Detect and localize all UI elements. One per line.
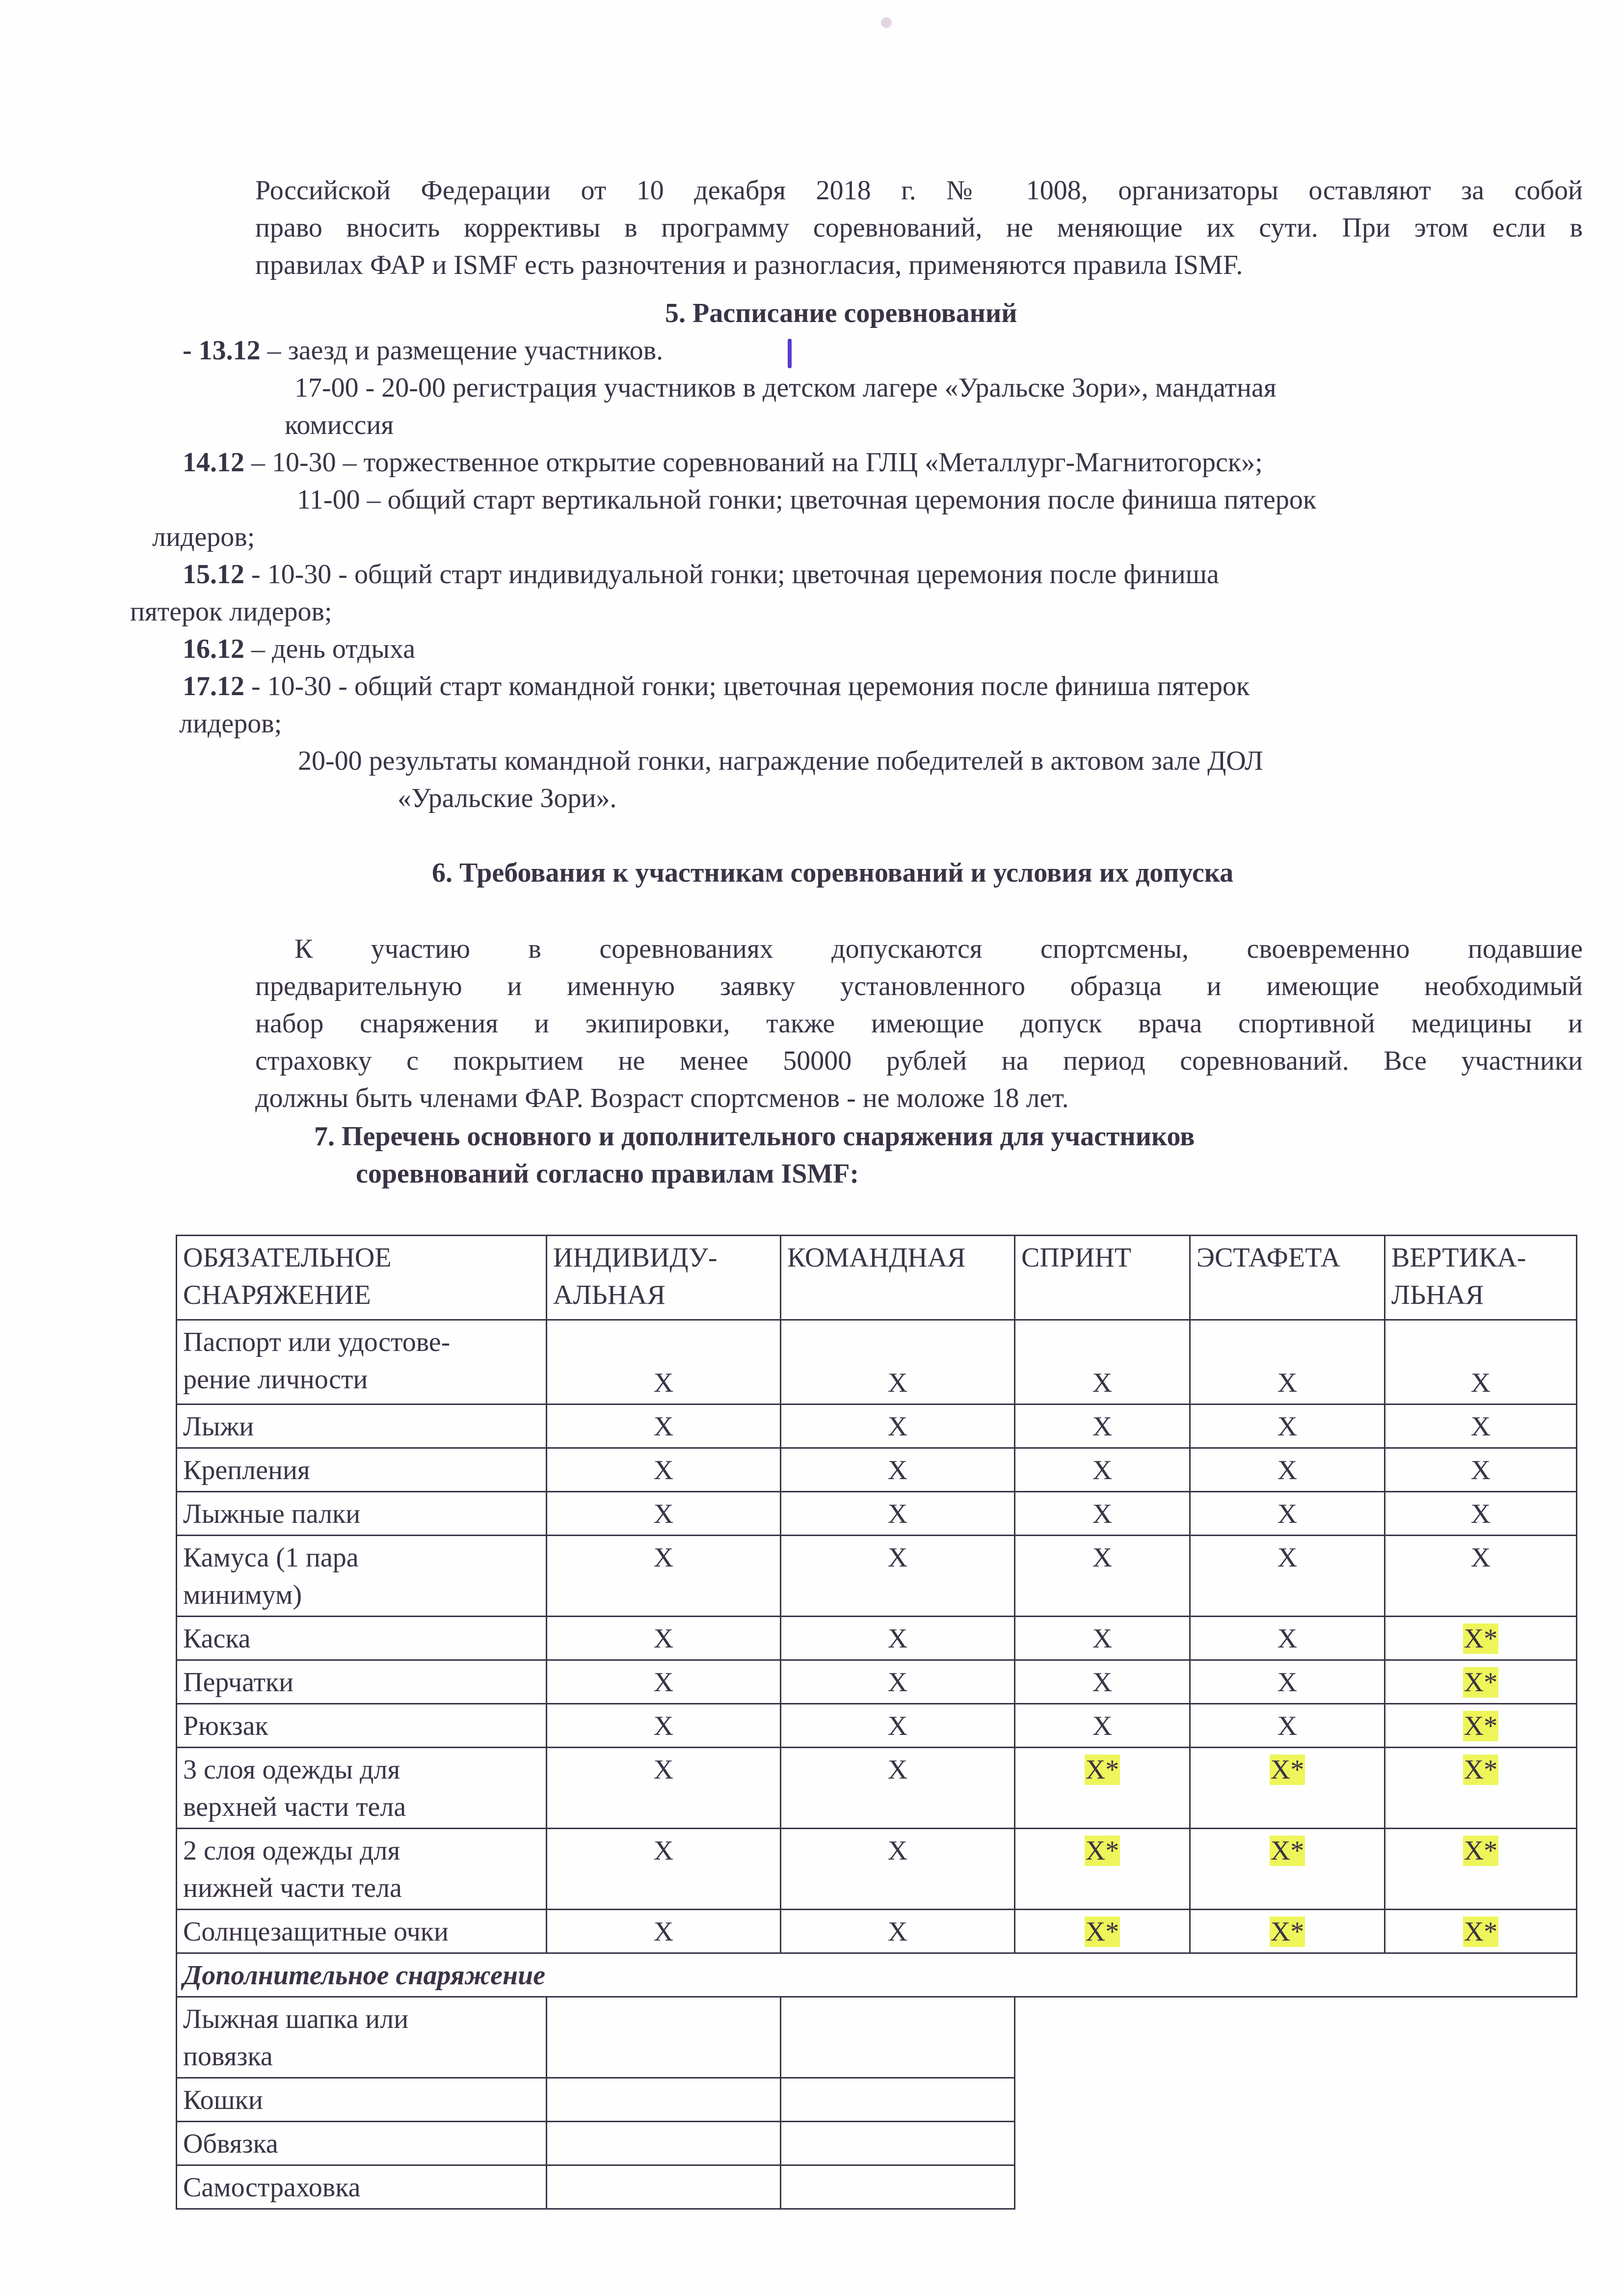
schedule-date: 16.12: [183, 634, 244, 664]
item-line: нижней части тела: [183, 1873, 402, 1903]
mark: X: [1470, 1455, 1491, 1486]
mark-cell: [547, 1748, 781, 1829]
table-row: [177, 1910, 1577, 1953]
empty-cell: [547, 1997, 781, 2078]
optional-row: [177, 1997, 1577, 2078]
header-cell: [177, 1236, 547, 1320]
empty-cell: [547, 2165, 781, 2209]
item-cell: [177, 2078, 547, 2122]
optional-row: [177, 2165, 1577, 2209]
mark-cell: [1190, 1320, 1385, 1405]
mark-cell: [1190, 1405, 1385, 1448]
highlighted-mark: X*: [1085, 1917, 1119, 1947]
mark-cell: [547, 1829, 781, 1910]
mark-cell: [781, 1320, 1015, 1405]
mark-cell: [1385, 1829, 1577, 1910]
schedule-text: - 10-30 - общий старт индивидуальной гонки; цветочная церемония после финиша: [244, 559, 1219, 590]
mark-cell: [1190, 1910, 1385, 1953]
highlighted-mark: X*: [1463, 1623, 1498, 1654]
highlighted-mark: X*: [1463, 1917, 1498, 1947]
header-line: КОМАНДНАЯ: [787, 1243, 966, 1273]
mark-cell: [1015, 1910, 1190, 1953]
schedule-text: – 10-30 – торжественное открытие соревнований на ГЛЦ «Металлург-Магнитогорск»;: [244, 447, 1263, 478]
paragraph-line: должны быть членами ФАР. Возраст спортсменов - не моложе 18 лет.: [255, 1083, 1069, 1113]
item-cell: [177, 1997, 547, 2078]
mark-cell: [1190, 1617, 1385, 1660]
header-cell: [547, 1236, 781, 1320]
mark-cell: [781, 1405, 1015, 1448]
mark: X: [1470, 1411, 1491, 1442]
mark-cell: [1190, 1748, 1385, 1829]
mark-cell: [1015, 1617, 1190, 1660]
item-line: Паспорт или удостове-: [183, 1327, 451, 1357]
table-row: [177, 1829, 1577, 1910]
mark-cell: [1385, 1704, 1577, 1748]
mark: X: [1277, 1455, 1298, 1486]
optional-row: [177, 2078, 1577, 2122]
item-line: Лыжные палки: [183, 1499, 361, 1529]
optional-row: [177, 2122, 1577, 2165]
mark-cell: [1190, 1448, 1385, 1492]
mark-cell: [1385, 1660, 1577, 1704]
item-cell: [177, 1320, 547, 1405]
empty-cell: [781, 2122, 1015, 2165]
schedule-text: – заезд и размещение участников.: [260, 335, 664, 366]
table-row: [177, 1704, 1577, 1748]
mark-cell: [1385, 1405, 1577, 1448]
item-cell: [177, 1704, 547, 1748]
mark: X: [887, 1711, 908, 1741]
schedule-sub: 17-00 - 20-00 регистрация участников в детском лагере «Уральске Зори», мандатная: [294, 373, 1277, 403]
mark-cell: [547, 1405, 781, 1448]
item-line: повязка: [183, 2041, 273, 2072]
equipment-table: [176, 1235, 1577, 2210]
header-cell: [781, 1236, 1015, 1320]
mark-cell: [1385, 1748, 1577, 1829]
item-line: Солнцезащитные очки: [183, 1917, 449, 1947]
mark: X: [1092, 1711, 1113, 1741]
header-line: ЛЬНАЯ: [1391, 1280, 1484, 1310]
mark-cell: [1015, 1320, 1190, 1405]
mark: X: [887, 1368, 908, 1398]
mark-cell: [781, 1617, 1015, 1660]
highlighted-mark: X*: [1270, 1917, 1304, 1947]
highlighted-mark: X*: [1463, 1667, 1498, 1698]
highlighted-mark: X*: [1085, 1836, 1119, 1866]
table-row: [177, 1320, 1577, 1405]
item-line: Самостраховка: [183, 2172, 361, 2203]
mark-cell: [1190, 1829, 1385, 1910]
mark: X: [1277, 1667, 1298, 1698]
table-row: [177, 1536, 1577, 1617]
mark: X: [1092, 1623, 1113, 1654]
item-line: Рюкзак: [183, 1711, 268, 1741]
mark: X: [653, 1411, 674, 1442]
mark-cell: [1015, 1748, 1190, 1829]
section7-heading-cont: соревнований согласно правилам ISMF:: [356, 1159, 859, 1189]
item-line: Лыжная шапка или: [183, 2004, 409, 2034]
schedule-entry: [183, 332, 663, 369]
schedule-sub: пятерок лидеров;: [130, 596, 332, 627]
mark: X: [1277, 1499, 1298, 1529]
intro-paragraph: [255, 172, 1583, 284]
highlighted-mark: X*: [1463, 1711, 1498, 1741]
header-line: ОБЯЗАТЕЛЬНОЕ: [183, 1243, 392, 1273]
intro-line: правилах ФАР и ISMF есть разночтения и разногласия, применяются правила ISMF.: [255, 250, 1243, 280]
mark-cell: [1015, 1536, 1190, 1617]
mark: X: [887, 1917, 908, 1947]
schedule-entry: [183, 444, 1263, 481]
blank-area: [1015, 2078, 1577, 2122]
mark-cell: [1385, 1448, 1577, 1492]
schedule-sub: лидеров;: [179, 708, 282, 739]
schedule-date: 15.12: [183, 559, 244, 590]
item-cell: [177, 1405, 547, 1448]
mark: X: [1092, 1455, 1113, 1486]
item-line: 2 слоя одежды для: [183, 1836, 400, 1866]
mark-cell: [547, 1910, 781, 1953]
mark-cell: [1385, 1536, 1577, 1617]
mark: X: [1092, 1368, 1113, 1398]
item-line: Перчатки: [183, 1667, 294, 1698]
mark: X: [1092, 1542, 1113, 1573]
mark: X: [653, 1836, 674, 1866]
mark-cell: [781, 1492, 1015, 1536]
empty-cell: [547, 2078, 781, 2122]
intro-line: право вносить коррективы в программу соревнований, не меняющие их сути. При этом если в: [255, 213, 1583, 243]
scan-speck: [881, 17, 892, 28]
mark-cell: [547, 1704, 781, 1748]
item-line: Обвязка: [183, 2129, 278, 2159]
item-cell: [177, 1910, 547, 1953]
optional-section-title: [177, 1953, 1577, 1997]
header-line: ИНДИВИДУ-: [553, 1243, 718, 1273]
mark-cell: [1385, 1617, 1577, 1660]
section5-heading: 5. Расписание соревнований: [665, 298, 1017, 328]
paragraph-line: предварительную и именную заявку установленного образца и имеющие необходимый: [255, 971, 1583, 1001]
item-line: Лыжи: [183, 1411, 254, 1442]
mark: X: [887, 1755, 908, 1785]
header-line: СПРИНТ: [1021, 1243, 1132, 1273]
mark: X: [653, 1667, 674, 1698]
item-cell: [177, 1748, 547, 1829]
mark: X: [1092, 1411, 1113, 1442]
item-line: минимум): [183, 1580, 302, 1610]
blank-area: [1015, 2122, 1577, 2165]
schedule-date: - 13.12: [183, 335, 261, 366]
mark-cell: [1190, 1536, 1385, 1617]
mark: X: [1092, 1667, 1113, 1698]
mark: X: [1470, 1542, 1491, 1573]
mark: X: [653, 1368, 674, 1398]
mark: X: [1277, 1411, 1298, 1442]
mark-cell: [781, 1660, 1015, 1704]
item-line: Кошки: [183, 2085, 263, 2115]
header-line: АЛЬНАЯ: [553, 1280, 665, 1310]
mark: X: [653, 1499, 674, 1529]
header-cell: [1190, 1236, 1385, 1320]
mark-cell: [547, 1320, 781, 1405]
mark: X: [887, 1667, 908, 1698]
mark: X: [653, 1917, 674, 1947]
schedule-sub: «Уральские Зори».: [398, 783, 617, 813]
schedule-sub: 11-00 – общий старт вертикальной гонки; цветочная церемония после финиша пятерок: [297, 485, 1317, 515]
schedule-date: 14.12: [183, 447, 244, 478]
table-row: [177, 1617, 1577, 1660]
mark-cell: [1385, 1910, 1577, 1953]
mark-cell: [1190, 1660, 1385, 1704]
mark-cell: [781, 1448, 1015, 1492]
mark-cell: [1015, 1704, 1190, 1748]
empty-cell: [781, 1997, 1015, 2078]
blank-area: [1015, 2165, 1577, 2209]
highlighted-mark: X*: [1270, 1836, 1304, 1866]
mark: X: [1470, 1499, 1491, 1529]
schedule-entry: [183, 668, 1250, 705]
item-line: рение личности: [183, 1364, 368, 1395]
section-title: Дополнительное снаряжение: [183, 1960, 546, 1991]
mark: X: [887, 1623, 908, 1654]
mark-cell: [547, 1660, 781, 1704]
schedule-text: – день отдыха: [244, 634, 416, 664]
mark: X: [653, 1755, 674, 1785]
section7-heading: 7. Перечень основного и дополнительного снаряжения для участников: [314, 1121, 1195, 1152]
mark-cell: [1015, 1492, 1190, 1536]
item-cell: [177, 1448, 547, 1492]
table-header-row: [177, 1236, 1577, 1320]
item-cell: [177, 1660, 547, 1704]
mark: X: [1470, 1368, 1491, 1398]
highlighted-mark: X*: [1270, 1755, 1304, 1785]
paragraph-line: набор снаряжения и экипировки, также имеющие допуск врача спортивной медицины и: [255, 1008, 1583, 1039]
mark-cell: [781, 1536, 1015, 1617]
mark: X: [1092, 1499, 1113, 1529]
mark: X: [653, 1711, 674, 1741]
mark: X: [1277, 1623, 1298, 1654]
schedule-sub: лидеров;: [152, 522, 255, 552]
blank-area: [1015, 1997, 1577, 2078]
empty-cell: [781, 2078, 1015, 2122]
mark: X: [1277, 1711, 1298, 1741]
mark-cell: [1190, 1492, 1385, 1536]
paragraph-line: страховку с покрытием не менее 50000 рублей на период соревнований. Все участники: [255, 1046, 1583, 1076]
mark-cell: [1015, 1405, 1190, 1448]
mark-cell: [547, 1492, 781, 1536]
table-row: [177, 1660, 1577, 1704]
item-cell: [177, 2165, 547, 2209]
mark-cell: [1015, 1448, 1190, 1492]
mark-cell: [1015, 1829, 1190, 1910]
mark: X: [887, 1836, 908, 1866]
table-row: [177, 1448, 1577, 1492]
header-cell: [1385, 1236, 1577, 1320]
item-cell: [177, 1617, 547, 1660]
mark-cell: [781, 1829, 1015, 1910]
item-cell: [177, 2122, 547, 2165]
mark-cell: [781, 1704, 1015, 1748]
table-row: [177, 1405, 1577, 1448]
highlighted-mark: X*: [1463, 1755, 1498, 1785]
mark-cell: [547, 1617, 781, 1660]
mark: X: [653, 1542, 674, 1573]
item-line: 3 слоя одежды для: [183, 1755, 400, 1785]
empty-cell: [547, 2122, 781, 2165]
mark-cell: [1385, 1492, 1577, 1536]
mark-cell: [781, 1910, 1015, 1953]
item-line: Каска: [183, 1623, 251, 1654]
section6-paragraph: [255, 930, 1583, 1117]
empty-cell: [781, 2165, 1015, 2209]
item-cell: [177, 1829, 547, 1910]
table-row: [177, 1492, 1577, 1536]
highlighted-mark: X*: [1463, 1836, 1498, 1866]
schedule-text: - 10-30 - общий старт командной гонки; цветочная церемония после финиша пятерок: [244, 671, 1250, 702]
mark: X: [1277, 1368, 1298, 1398]
header-cell: [1015, 1236, 1190, 1320]
mark-cell: [547, 1448, 781, 1492]
mark-cell: [781, 1748, 1015, 1829]
section6-heading: 6. Требования к участникам соревнований и условия их допуска: [432, 858, 1234, 888]
schedule-sub: 20-00 результаты командной гонки, награждение победителей в актовом зале ДОЛ: [298, 746, 1263, 776]
mark: X: [887, 1455, 908, 1486]
header-line: ВЕРТИКА-: [1391, 1243, 1526, 1273]
item-line: Камуса (1 пара: [183, 1542, 359, 1573]
mark: X: [653, 1623, 674, 1654]
schedule-date: 17.12: [183, 671, 244, 702]
paragraph-line: К участию в соревнованиях допускаются спортсмены, своевременно подавшие: [294, 934, 1583, 964]
mark-cell: [1385, 1320, 1577, 1405]
header-line: ЭСТАФЕТА: [1197, 1243, 1340, 1273]
mark-cell: [1015, 1660, 1190, 1704]
item-line: Крепления: [183, 1455, 310, 1486]
highlighted-mark: X*: [1085, 1755, 1119, 1785]
schedule-entry: [183, 630, 415, 668]
item-cell: [177, 1536, 547, 1617]
optional-section-row: [177, 1953, 1577, 1997]
mark-cell: [547, 1536, 781, 1617]
mark: X: [1277, 1542, 1298, 1573]
schedule-entry: [183, 556, 1219, 593]
table-row: [177, 1748, 1577, 1829]
schedule-sub: комиссия: [285, 410, 394, 440]
item-cell: [177, 1492, 547, 1536]
item-line: верхней части тела: [183, 1792, 406, 1822]
mark: X: [887, 1499, 908, 1529]
mark: X: [887, 1542, 908, 1573]
mark: X: [887, 1411, 908, 1442]
intro-line: Российской Федерации от 10 декабря 2018 г. № 1008, организаторы оставляют за собой: [255, 175, 1583, 206]
header-line: СНАРЯЖЕНИЕ: [183, 1280, 371, 1310]
pen-mark: [788, 339, 792, 368]
mark: X: [653, 1455, 674, 1486]
mark-cell: [1190, 1704, 1385, 1748]
